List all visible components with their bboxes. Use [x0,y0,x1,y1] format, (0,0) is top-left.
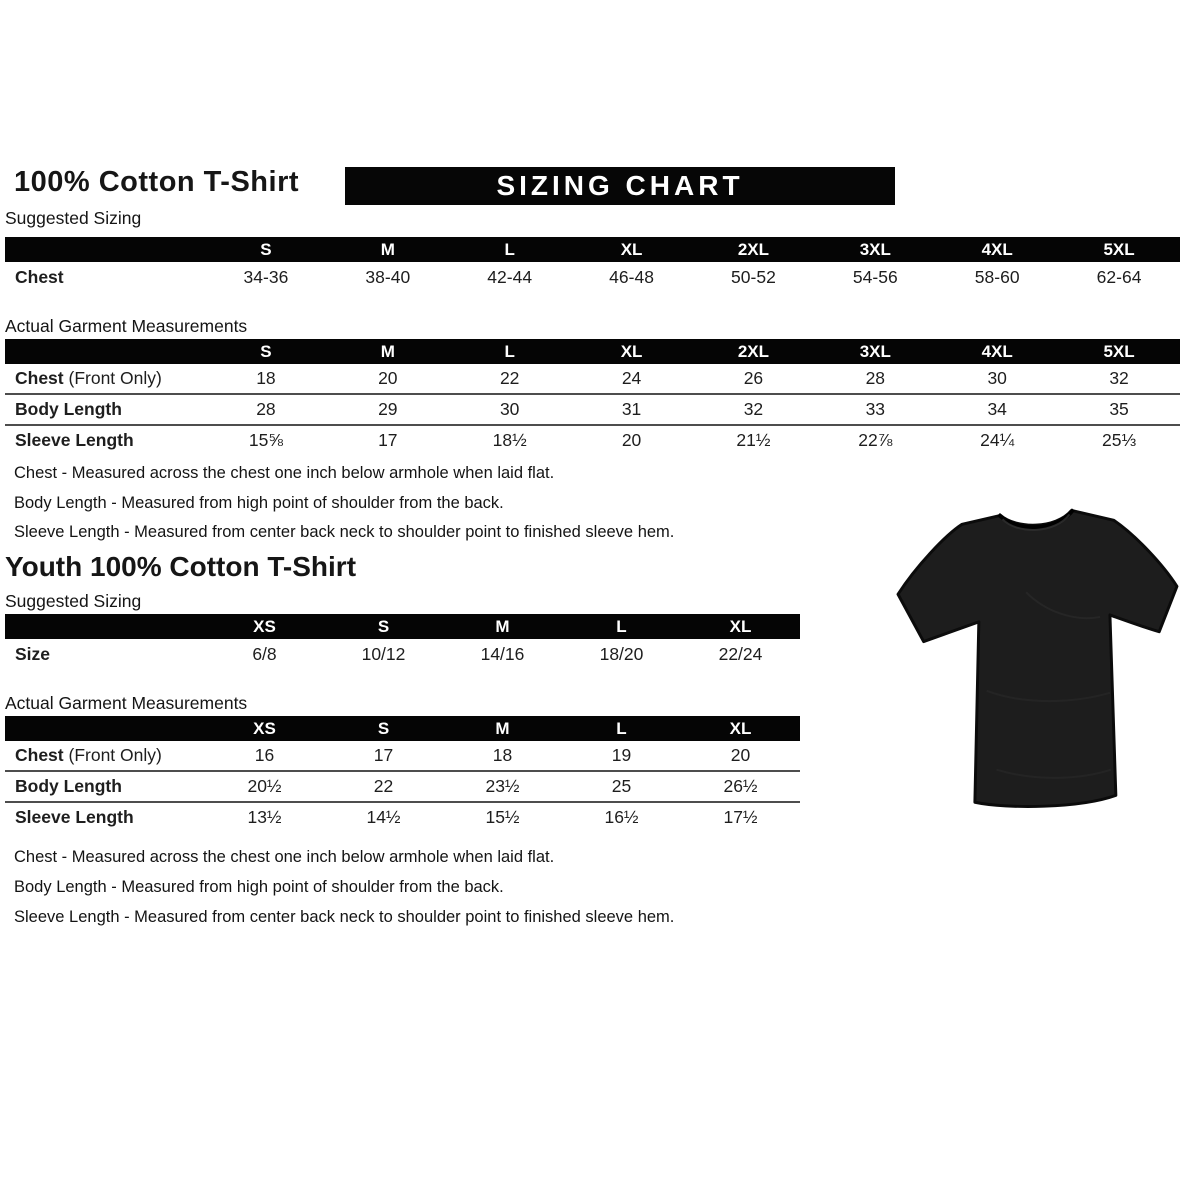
youth-body-length-row [5,770,800,801]
table-cell: 62-64 [1096,266,1142,287]
adult-suggested-header-row [5,237,1180,262]
table-cell: 14/16 [480,643,525,664]
table-cell: 31 [621,399,642,419]
table-cell: 18 [256,368,276,388]
table-cell: 20 [730,745,751,765]
youth-measurements-header-row [5,716,800,741]
table-cell: 22/24 [718,643,763,664]
youth-suggested-sizing-table [5,614,800,669]
table-cell: 15½ [485,807,520,827]
table-cell: 14½ [366,807,401,827]
note-chest: Chest - Measured across the chest one inch below armhole when laid flat. [14,464,555,482]
adult-suggested-sizing-table [5,237,1180,292]
row-label: Chest [15,266,64,287]
size-col-header: 3XL [859,341,891,361]
table-cell: 19 [611,745,632,765]
table-cell: 28 [256,399,276,419]
size-col-header: S [377,718,390,738]
size-col-header: XS [253,718,276,738]
table-cell: 30 [987,368,1007,388]
table-cell: 18½ [492,430,527,450]
table-cell: 20 [621,430,642,450]
youth-size-row [5,639,800,669]
sizing-chart-banner: SIZING CHART [345,167,895,205]
page-title: 100% Cotton T-Shirt [14,166,300,198]
row-label: Sleeve Length [15,430,134,450]
adult-measurement-notes [14,459,674,548]
table-cell: 10/12 [361,643,406,664]
table-cell: 16 [254,745,275,765]
table-cell: 21½ [736,430,771,450]
size-col-header: XL [620,341,643,361]
table-cell: 18/20 [599,643,644,664]
table-cell: 24 [621,368,642,388]
tshirt-photo [876,474,1196,819]
size-col-header: 5XL [1103,341,1135,361]
adult-chest-suggested-row [5,262,1180,292]
note-body-length: Body Length - Measured from high point of shoulder from the back. [14,493,504,512]
size-col-header: 3XL [859,239,891,259]
table-cell: 42-44 [487,266,533,287]
youth-sleeve-length-row [5,801,800,832]
note-body-length: Body Length - Measured from high point of shoulder from the back. [14,878,504,896]
table-cell: 34 [987,399,1007,419]
table-cell: 22 [499,368,520,388]
table-cell: 20½ [247,776,282,796]
table-cell: 6/8 [252,643,277,664]
size-col-header: XL [729,616,752,636]
youth-suggested-sizing-label: Suggested Sizing [5,591,142,611]
table-cell: 22⅞ [858,430,893,450]
table-cell: 17 [373,745,394,765]
adult-chest-row [5,364,1180,393]
size-col-header: XL [729,718,752,738]
table-cell: 25⅓ [1102,430,1137,450]
note-sleeve-length: Sleeve Length - Measured from center back neck to shoulder point to finished sleeve hem. [14,908,675,926]
size-col-header: M [495,616,510,636]
size-col-header: M [380,341,395,361]
black-tshirt-image [876,474,1196,819]
row-label: Chest [15,368,64,388]
size-col-header: 4XL [981,341,1013,361]
table-cell: 33 [865,399,886,419]
size-col-header: L [616,718,627,738]
adult-measurements-table [5,339,1180,455]
size-col-header: S [377,616,390,636]
table-cell: 30 [499,399,520,419]
table-cell: 25 [611,776,632,796]
table-cell: 54-56 [852,266,898,287]
youth-title: Youth 100% Cotton T-Shirt [5,551,357,582]
table-cell: 17 [378,430,398,450]
size-col-header: 5XL [1103,239,1135,259]
note-sleeve-length: Sleeve Length - Measured from center back neck to shoulder point to finished sleeve hem. [14,523,675,541]
youth-chest-row [5,741,800,770]
size-col-header: XS [253,616,276,636]
size-col-header: L [504,341,515,361]
table-cell: 32 [1109,368,1129,388]
row-label: Chest [15,745,64,765]
table-cell: 13½ [247,807,282,827]
size-col-header: 2XL [737,239,770,259]
table-cell: 46-48 [609,266,654,287]
adult-sleeve-length-row [5,424,1180,455]
table-cell: 32 [743,399,764,419]
row-label: Sleeve Length [15,807,134,827]
adult-suggested-sizing-label: Suggested Sizing [5,208,142,228]
table-cell: 22 [373,776,394,796]
youth-suggested-header-row [5,614,800,639]
size-col-header: L [616,616,627,636]
table-cell: 20 [378,368,398,388]
table-cell: 26½ [723,776,758,796]
table-cell: 23½ [485,776,520,796]
size-col-header: S [260,341,272,361]
table-cell: 58-60 [974,266,1020,287]
size-col-header: L [504,239,515,259]
row-label: Size [15,643,51,664]
row-label: Body Length [15,776,122,796]
table-cell: 24¼ [980,430,1015,450]
table-cell: 16½ [604,807,639,827]
note-chest: Chest - Measured across the chest one inch below armhole when laid flat. [14,848,555,866]
youth-measurements-table [5,716,800,832]
table-cell: 26 [743,368,764,388]
adult-actual-measurements-label: Actual Garment Measurements [5,316,248,336]
table-cell: 35 [1109,399,1129,419]
size-col-header: M [380,239,395,259]
table-cell: 17½ [723,807,758,827]
size-col-header: M [495,718,510,738]
table-cell: 34-36 [243,266,289,287]
table-cell: 29 [378,399,398,419]
row-label-suffix: (Front Only) [63,368,162,388]
youth-measurement-notes [14,842,674,932]
row-label-suffix: (Front Only) [63,745,162,765]
table-cell: 18 [492,745,513,765]
adult-body-length-row [5,393,1180,424]
size-col-header: 4XL [981,239,1013,259]
row-label: Body Length [15,399,122,419]
table-cell: 28 [865,368,886,388]
table-cell: 15⅝ [248,430,283,450]
table-cell: 50-52 [731,266,776,287]
adult-measurements-header-row [5,339,1180,364]
youth-actual-measurements-label: Actual Garment Measurements [5,693,248,713]
size-col-header: 2XL [737,341,770,361]
size-col-header: S [260,239,272,259]
size-col-header: XL [620,239,643,259]
table-cell: 38-40 [365,266,411,287]
